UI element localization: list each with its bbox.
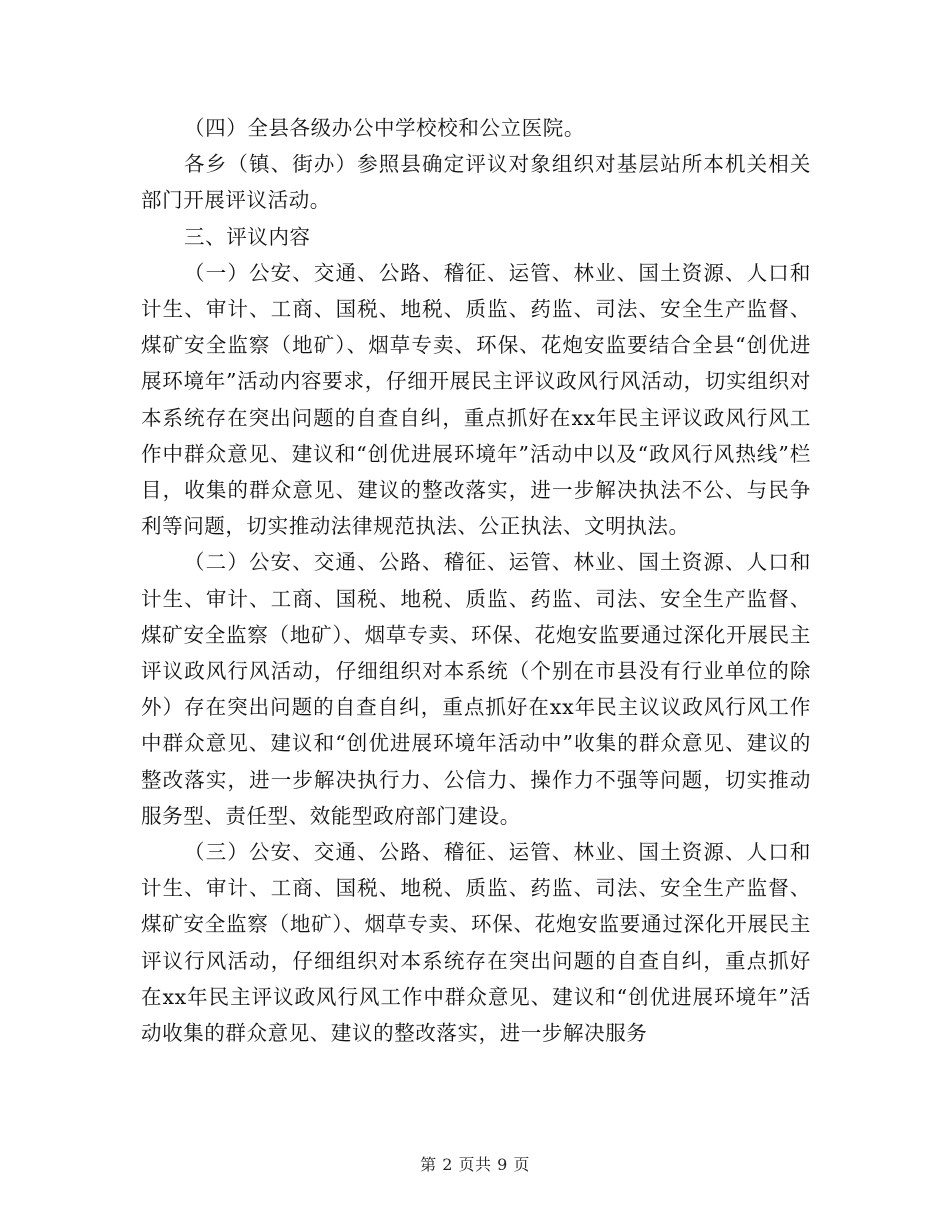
- paragraph-township-reference: 各乡（镇、街办）参照县确定评议对象组织对基层站所本机关相关部门开展评议活动。: [141, 152, 811, 213]
- document-body: [141, 110, 811, 1051]
- paragraph-item-2: （二）公安、交通、公路、稽征、运管、林业、国土资源、人口和计生、审计、工商、国税、地税、质监、药监、司法、安全生产监督、煤矿安全监察（地矿）、烟草专卖、环保、花炮安监要通过深化开展民主评议政风行风活动，仔细组织对本系统（个别在市县没有行业单位的除外）存在突出问题的自查自纠，重点抓好在xx年民主议议政风行风工作中群众意见、建议和“创优进展环境年活动中”收集的群众意见、建议的整改落实，进一步解决执行力、公信力、操作力不强等问题，切实推动服务型、责任型、效能型政府部门建设。: [141, 550, 811, 828]
- paragraph-item-1: （一）公安、交通、公路、稽征、运管、林业、国土资源、人口和计生、审计、工商、国税、地税、质监、药监、司法、安全生产监督、煤矿安全监察（地矿）、烟草专卖、环保、花炮安监要结合全县“创优进展环境年”活动内容要求，仔细开展民主评议政风行风活动，切实组织对本系统存在突出问题的自查自纠，重点抓好在xx年民主评议政风行风工作中群众意见、建议和“创优进展环境年”活动中以及“政风行风热线”栏目，收集的群众意见、建议的整改落实，进一步解决执法不公、与民争利等问题，切实推动法律规范执法、公正执法、文明执法。: [141, 260, 811, 539]
- page-number-footer: 第 2 页共 9 页: [420, 1155, 530, 1174]
- section-heading-review-content: 三、评议内容: [184, 224, 311, 249]
- paragraph-item-3: （三）公安、交通、公路、稽征、运管、林业、国土资源、人口和计生、审计、工商、国税、地税、质监、药监、司法、安全生产监督、煤矿安全监察（地矿）、烟草专卖、环保、花炮安监要通过深化开展民主评议行风活动，仔细组织对本系统存在突出问题的自查自纠，重点抓好在xx年民主评议政风行风工作中群众意见、建议和“创优进展环境年”活动收集的群众意见、建议的整改落实，进一步解决服务: [141, 840, 811, 1046]
- paragraph-item-4: （四）全县各级办公中学校校和公立医院。: [184, 116, 585, 140]
